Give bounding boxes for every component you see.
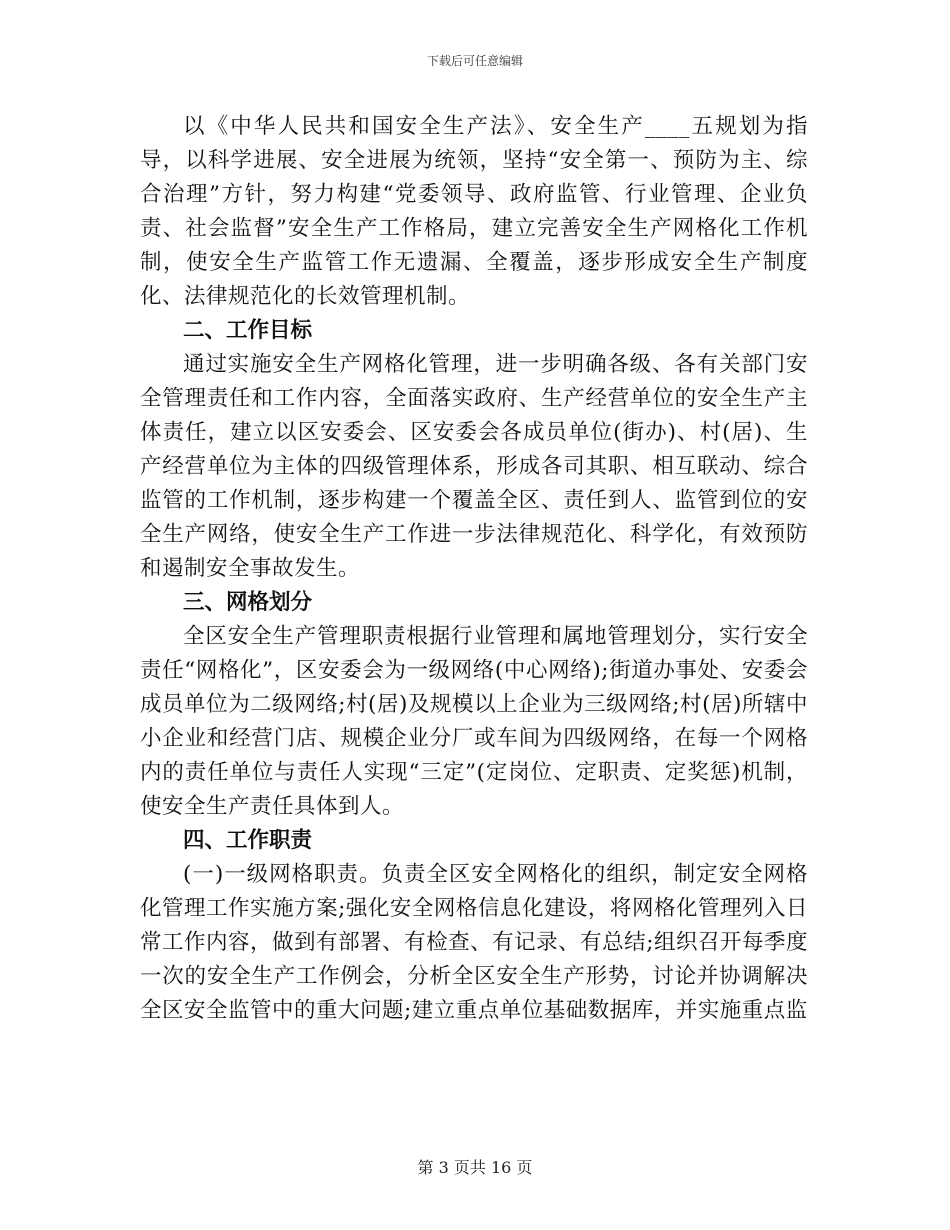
responsibilities-paragraph: (一)一级网格职责。负责全区安全网格化的组织，制定安全网格化管理工作实施方案;强化安全网格信息化建设，将网格化管理列入日常工作内容，做到有部署、有检查、有记录、有总结;组织召开每季度一次的安全生产工作例会，分析全区安全生产形势，讨论并协调解决全区安全监管中的重大问题;建立重点单位基础数据库，并实施重点监	[140, 862, 808, 1023]
page-number: 第 3 页共 16 页	[417, 1158, 533, 1177]
section-heading-responsibilities: 四、工作职责	[183, 828, 313, 853]
intro-paragraph: 以《中华人民共和国安全生产法》、安全生产____五规划为指导，以科学进展、安全进展为统领，坚持“安全第一、预防为主、综合治理”方针，努力构建“党委领导、政府监管、行业管理、企业负责、社会监督”安全生产工作格局，建立完善安全生产网格化工作机制，使安全生产监管工作无遗漏、全覆盖，逐步形成安全生产制度化、法律规范化的长效管理机制。	[140, 114, 808, 309]
goals-paragraph: 通过实施安全生产网格化管理，进一步明确各级、各有关部门安全管理责任和工作内容，全面落实政府、生产经营单位的安全生产主体责任，建立以区安委会、区安委会各成员单位(街办)、村(居)、生产经营单位为主体的四级管理体系，形成各司其职、相互联动、综合监管的工作机制，逐步构建一个覆盖全区、责任到人、监管到位的安全生产网络，使安全生产工作进一步法律规范化、科学化，有效预防和遏制安全事故发生。	[140, 352, 808, 581]
document-body	[140, 110, 808, 1028]
grid-division-paragraph: 全区安全生产管理职责根据行业管理和属地管理划分，实行安全责任“网格化”，区安委会为一级网络(中心网络);街道办事处、安委会成员单位为二级网络;村(居)及规模以上企业为三级网络;村(居)所辖中小企业和经营门店、规模企业分厂或车间为四级网络，在每一个网格内的责任单位与责任人实现“三定”(定岗位、定职责、定奖惩)机制，使安全生产责任具体到人。	[140, 624, 808, 819]
section-heading-grid-division: 三、网格划分	[183, 590, 313, 615]
page-header-note: 下载后可任意编辑	[426, 54, 523, 68]
section-heading-goals: 二、工作目标	[183, 318, 313, 343]
